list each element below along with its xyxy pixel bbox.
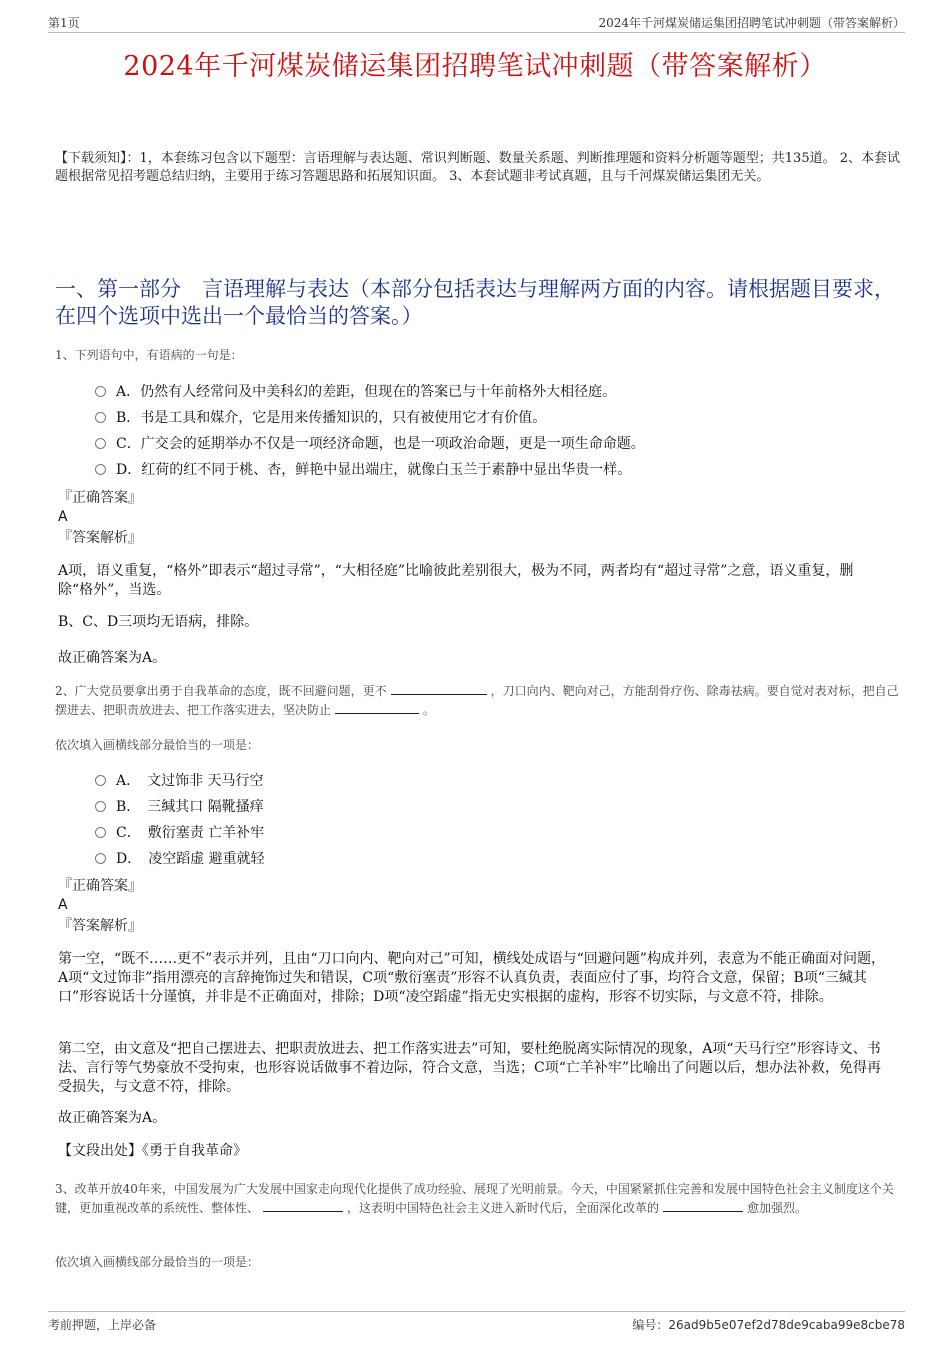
footer-code: 编号：26ad9b5e07ef2d78de9caba99e8cbe78 [632, 1318, 905, 1332]
radio-icon[interactable] [95, 801, 106, 812]
q2-option-a[interactable]: A． 文过饰非 天马行空 [95, 771, 264, 791]
document-title: 2024年千河煤炭储运集团招聘笔试冲刺题（带答案解析） [123, 51, 827, 82]
q1-option-b[interactable]: B．书是工具和媒介，它是用来传播知识的，只有被使用它才有价值。 [95, 408, 546, 428]
question-2-stem: 2、广大党员要拿出勇于自我革命的态度，既不回避问题，更不 ，刀口向内、靶向对己，方能刮骨疗伤、除毒祛病。要自觉对表对标，把自己摆进去、把职责放进去、把工作落实进去，坚决防止 。 [55, 684, 899, 717]
q1-option-d[interactable]: D．红荷的红不同于桃、杏，鲜艳中显出端庄，就像白玉兰于素静中显出华贵一样。 [95, 460, 631, 480]
fill-blank [663, 1199, 743, 1212]
radio-icon[interactable] [95, 853, 106, 864]
fill-blank [391, 682, 487, 695]
question-3-prompt: 依次填入画横线部分最恰当的一项是： [55, 1255, 260, 1269]
q2-option-b[interactable]: B． 三缄其口 隔靴搔痒 [95, 797, 264, 817]
q2-option-c[interactable]: C． 敷衍塞责 亡羊补牢 [95, 823, 264, 843]
question-3-stem: 3、改革开放40年来，中国发展为广大发展中国家走向现代化提供了成功经验、展现了光明前景。今天，中国紧紧抓住完善和发展中国特色社会主义制度这个关键，更加重视改革的系统性、整体性、 ，这表明中国特色社会主义进入新时代后，全面深化改革的 愈加强烈。 [55, 1182, 894, 1215]
q1-analysis-label: 『答案解析』 [58, 530, 142, 546]
footer-slogan: 考前押题，上岸必备 [48, 1318, 157, 1332]
radio-icon[interactable] [95, 775, 106, 786]
q2-correct-label: 『正确答案』 [58, 878, 142, 894]
q1-option-c[interactable]: C．广交会的延期举办不仅是一项经济命题，也是一项政治命题，更是一项生命命题。 [95, 434, 645, 454]
q2-option-d[interactable]: D． 凌空蹈虚 避重就轻 [95, 849, 265, 869]
page-header [48, 12, 905, 33]
radio-icon[interactable] [95, 827, 106, 838]
section-heading: 一、第一部分 言语理解与表达（本部分包括表达与理解两方面的内容。请根据题目要求，在四个选项中选出一个最恰当的答案。） [55, 277, 895, 328]
q2-answer: A [58, 897, 68, 913]
q2-analysis-label: 『答案解析』 [58, 918, 142, 934]
radio-icon[interactable] [95, 386, 106, 397]
question-2-prompt: 依次填入画横线部分最恰当的一项是： [55, 738, 260, 752]
q2-source: 【文段出处】《勇于自我革命》 [58, 1143, 247, 1159]
q2-analysis-para: 第一空，“既不……更不”表示并列，且由“刀口向内、靶向对己”可知，横线处成语与“回避问题”构成并列，表意为不能正确面对问题，A项“文过饰非”指用漂亮的言辞掩饰过失和错误，C项“敷衍塞责”形容不认真负责，表面应付了事，均符合文意，保留；B项“三缄其口”形容说话十分谨慎，并非是不正确面对，排除；D项“凌空蹈虚”指无史实根据的虚构，形容不切实际，与文意不符，排除。 [58, 951, 885, 1005]
q1-correct-label: 『正确答案』 [58, 490, 142, 506]
page-footer [48, 1311, 905, 1334]
radio-icon[interactable] [95, 412, 106, 423]
page-number: 第1页 [48, 16, 80, 30]
download-notice: 【下载须知】：1，本套练习包含以下题型：言语理解与表达题、常识判断题、数量关系题、判断推理题和资料分析题等题型；共135道。 2、本套试题根据常见招考题总结归纳，主要用于练习答题思路和拓展知识面。 3、本套试题非考试真题，且与千河煤炭储运集团无关。 [55, 151, 900, 184]
q1-analysis-para: 故正确答案为A。 [58, 650, 167, 666]
q1-answer: A [58, 509, 68, 525]
q1-analysis-para: A项，语义重复，“格外”即表示“超过寻常”，“大相径庭”比喻彼此差别很大，极为不同，两者均有“超过寻常”之意，语义重复，删除“格外”，当选。 [58, 563, 854, 598]
radio-icon[interactable] [95, 464, 106, 475]
fill-blank [263, 1199, 343, 1212]
q1-option-a[interactable]: A．仍然有人经常问及中美科幻的差距，但现在的答案已与十年前格外大相径庭。 [95, 382, 616, 402]
fill-blank [335, 701, 419, 714]
q2-analysis-para: 故正确答案为A。 [58, 1110, 167, 1126]
q1-analysis-para: B、C、D三项均无语病，排除。 [58, 614, 259, 630]
question-1-stem: 1、下列语句中，有语病的一句是： [55, 348, 243, 362]
q2-analysis-para: 第二空，由文意及“把自己摆进去、把职责放进去、把工作落实进去”可知，要杜绝脱离实际情况的现象，A项“天马行空”形容诗文、书法、言行等气势豪放不受拘束，也形容说话做事不着边际，符合文意，当选；C项“亡羊补牢”比喻出了问题以后，想办法补救，免得再受损失，与文意不符，排除。 [58, 1041, 882, 1095]
radio-icon[interactable] [95, 438, 106, 449]
header-doc-title: 2024年千河煤炭储运集团招聘笔试冲刺题（带答案解析） [598, 16, 905, 30]
